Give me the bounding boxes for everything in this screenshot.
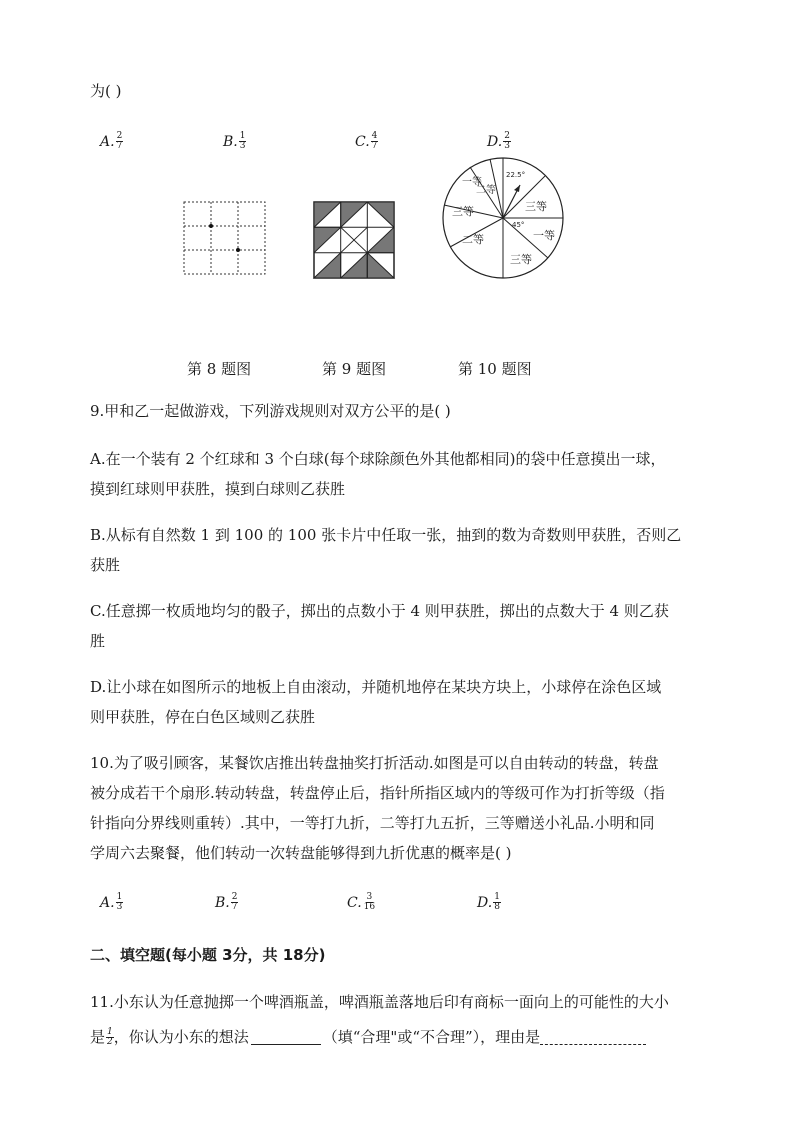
- fraction-numerator: 1: [494, 892, 500, 902]
- fraction: [503, 132, 511, 151]
- figure-10-spinner: [440, 155, 570, 285]
- fraction-numerator: 1: [116, 892, 123, 902]
- question-10-line2: 被分成若干个扇形.转动转盘，转盘停止后，指针所指区域内的等级可作为打折等级（指: [90, 784, 665, 802]
- option-letter: D.: [487, 133, 503, 150]
- fraction: [363, 893, 376, 912]
- fraction-denominator: 3: [239, 141, 246, 151]
- fraction-denominator: 3: [504, 141, 510, 151]
- section-title: 二、填空题(每小题 3分，共 18分): [90, 946, 326, 964]
- fraction-denominator: 7: [371, 141, 378, 151]
- fraction-denominator: 7: [116, 141, 123, 151]
- option-letter: B.: [215, 894, 230, 911]
- q10-option-c: [347, 893, 376, 912]
- q9-option-c-line1: C.任意掷一枚质地均匀的骰子，掷出的点数小于 4 则甲获胜，掷出的点数大于 4 则乙获: [90, 602, 669, 620]
- q11-mid-text: ，你认为小东的想法: [113, 1028, 249, 1046]
- sector-label: 二等: [462, 233, 484, 246]
- fraction-denominator: 16: [363, 902, 376, 912]
- q8-option-a: [100, 132, 123, 151]
- answer-blank-2[interactable]: [540, 1030, 646, 1045]
- q11-after-text: （填“合理"或“不合理”），理由是: [322, 1028, 541, 1046]
- question-10-line3: 针指向分界线则重转）.其中，一等打九折，二等打九五折，三等赠送小礼品.小明和同: [90, 814, 655, 832]
- fraction: [239, 132, 247, 151]
- figure-8-dotted-grid: [180, 198, 270, 278]
- fraction-numerator: 2: [116, 131, 123, 141]
- q8-option-d: [487, 132, 511, 151]
- q9-option-c-line2: 胜: [90, 632, 106, 650]
- sector-label: 二等: [476, 185, 496, 196]
- option-letter: D.: [477, 894, 493, 911]
- q11-prefix: 是: [90, 1028, 106, 1046]
- fraction-denominator: 8: [494, 902, 500, 912]
- q8-option-b: [223, 132, 246, 151]
- fraction: [493, 893, 501, 912]
- q9-option-b-line2: 获胜: [90, 556, 121, 574]
- fraction-numerator: 1: [107, 1026, 113, 1037]
- figure-8-caption: 第 8 题图: [187, 360, 252, 378]
- q8-option-c: [355, 132, 378, 151]
- question-10-line1: 10.为了吸引顾客，某餐饮店推出转盘抽奖打折活动.如图是可以自由转动的转盘，转盘: [90, 754, 659, 772]
- question-8-stem-tail: 为( ): [90, 82, 122, 100]
- option-letter: A.: [100, 133, 115, 150]
- fraction: [116, 893, 124, 912]
- fraction-numerator: 2: [504, 131, 510, 141]
- fraction-numerator: 4: [371, 131, 378, 141]
- fraction: [116, 132, 124, 151]
- sector-label: 三等: [510, 253, 532, 266]
- option-letter: A.: [100, 894, 115, 911]
- sector-label: 一等: [533, 229, 555, 242]
- figure-9-caption: 第 9 题图: [322, 360, 387, 378]
- fraction: [231, 893, 239, 912]
- question-10-line4: 学周六去聚餐，他们转动一次转盘能够得到九折优惠的概率是( ): [90, 844, 512, 862]
- q10-option-a: [100, 893, 123, 912]
- question-11-line1: 11.小东认为任意抛掷一个啤酒瓶盖，啤酒瓶盖落地后印有商标一面向上的可能性的大小: [90, 993, 669, 1011]
- fraction-numerator: 2: [231, 892, 238, 902]
- fraction-denominator: 3: [116, 902, 123, 912]
- option-letter: C.: [347, 894, 362, 911]
- angle-label: 45°: [512, 221, 525, 229]
- fraction: [106, 1028, 114, 1047]
- angle-label: 22.5°: [506, 171, 526, 179]
- fraction-numerator: 1: [239, 131, 246, 141]
- grid-dot: [236, 248, 240, 252]
- fraction-numerator: 3: [366, 892, 373, 902]
- fraction: [371, 132, 379, 151]
- q9-option-d-line1: D.让小球在如图所示的地板上自由滚动，并随机地停在某块方块上，小球停在涂色区域: [90, 678, 662, 696]
- sector-label: 三等: [452, 205, 474, 218]
- figure-10-caption: 第 10 题图: [458, 360, 532, 378]
- q9-option-b-line1: B.从标有自然数 1 到 100 的 100 张卡片中任取一张，抽到的数为奇数则甲获胜，否则乙: [90, 526, 682, 544]
- q10-option-b: [215, 893, 238, 912]
- option-letter: B.: [223, 133, 238, 150]
- q9-option-d-line2: 则甲获胜，停在白色区域则乙获胜: [90, 708, 316, 726]
- q10-option-d: [477, 893, 501, 912]
- question-9-stem: 9.甲和乙一起做游戏，下列游戏规则对双方公平的是( ): [90, 402, 451, 420]
- option-letter: C.: [355, 133, 370, 150]
- sector-label: 三等: [525, 200, 547, 213]
- grid-dot: [209, 224, 213, 228]
- sector-label: 一等: [462, 177, 482, 188]
- figure-9-floor-tiles: [312, 200, 396, 280]
- answer-blank-1[interactable]: [251, 1030, 321, 1045]
- q9-option-a-line1: A.在一个装有 2 个红球和 3 个白球(每个球除颜色外其他都相同)的袋中任意摸出一球，: [90, 450, 666, 468]
- fraction-denominator: 7: [231, 902, 238, 912]
- question-11-line2: [90, 1026, 646, 1048]
- q9-option-a-line2: 摸到红球则甲获胜，摸到白球则乙获胜: [90, 480, 346, 498]
- fraction-denominator: 2: [107, 1036, 113, 1047]
